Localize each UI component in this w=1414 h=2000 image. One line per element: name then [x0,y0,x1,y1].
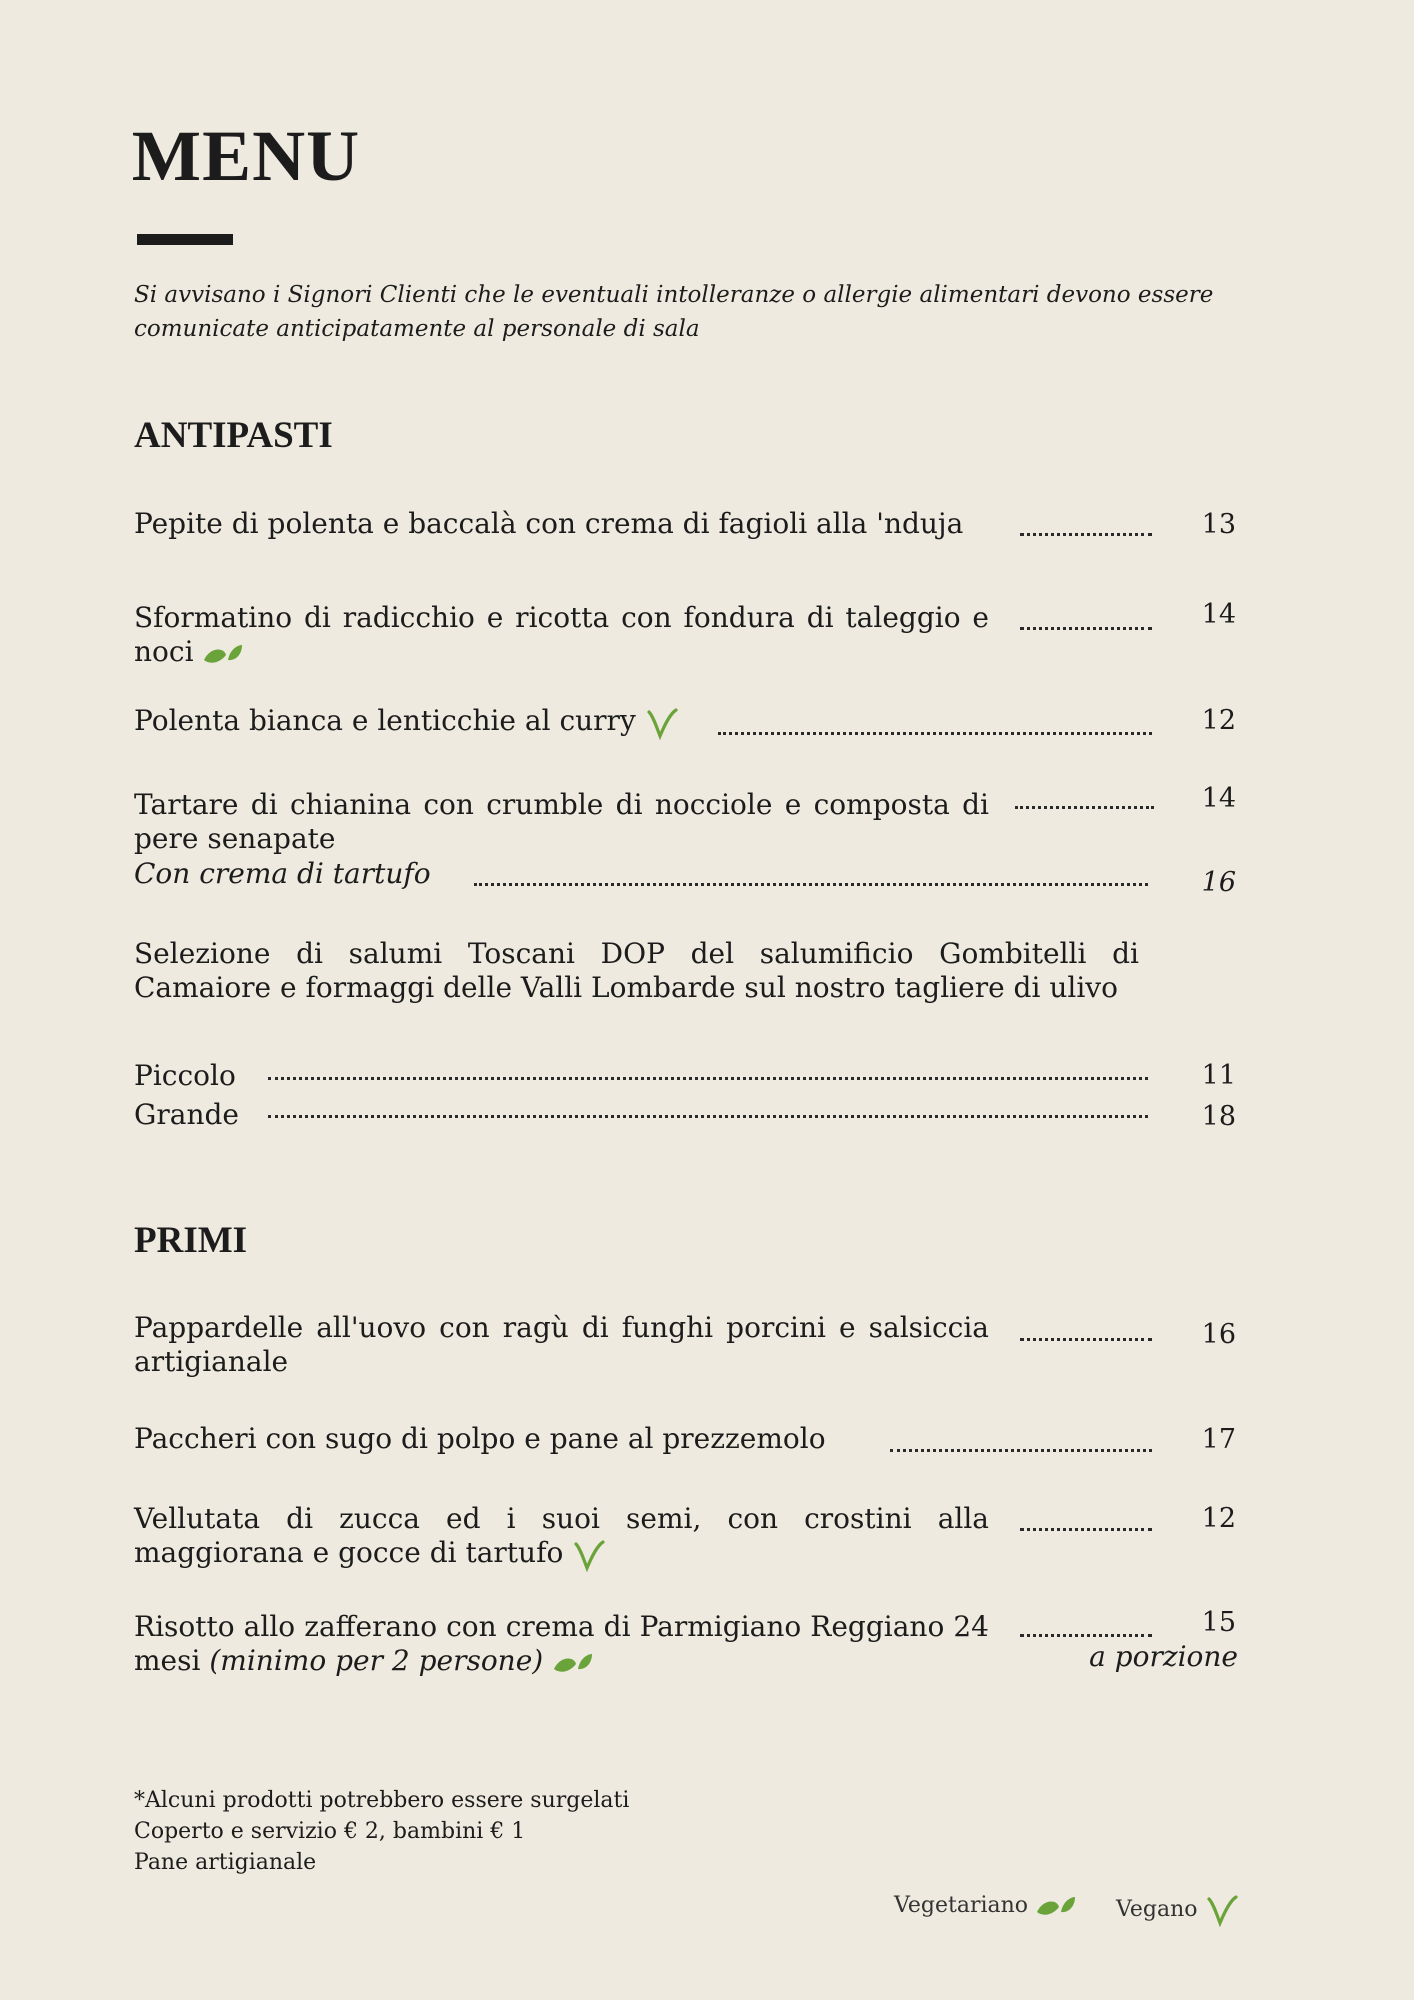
dish-variant-name: Con crema di tartufo [134,857,431,890]
dish-price: 17 [1201,1424,1236,1455]
dot-leader [268,1115,1148,1118]
price-note: a porzione [1089,1640,1238,1673]
dot-leader [1020,1338,1152,1341]
dish-price: 14 [1201,599,1236,630]
dot-leader [890,1449,1152,1452]
vegan-v-icon [572,1536,606,1569]
dish-name: Pappardelle all'uovo con ragù di funghi porcini e salsiccia artigianale [134,1311,989,1378]
menu-title: MENU [131,116,361,196]
section-title-primi: PRIMI [134,1220,248,1261]
dish-size-name: Grande [134,1098,239,1131]
footer-line: Pane artigianale [134,1850,317,1875]
dot-leader [1020,533,1152,536]
dish-price: 13 [1201,509,1236,540]
footer-line: Coperto e servizio € 2, bambini € 1 [134,1819,526,1844]
dish-name: Polenta bianca e lenticchie al curry [134,704,989,740]
dish-name: Vellutata di zucca ed i suoi semi, con crostini alla maggiorana e gocce di tartufo [134,1502,989,1569]
dot-leader [474,883,1148,886]
footer-line: *Alcuni prodotti potrebbero essere surgelati [134,1788,630,1813]
dish-size-price: 18 [1201,1101,1236,1132]
vegetarian-leaf-icon [202,635,244,668]
dot-leader [1020,1634,1152,1637]
dot-leader [718,732,1152,735]
vegan-v-icon [1198,1897,1239,1922]
legend-vegetarian [894,1893,1077,1919]
dish-price: 16 [1201,1319,1236,1350]
dish-size-name: Piccolo [134,1059,236,1092]
legend-vegetarian-label: Vegetariano [894,1893,1029,1918]
vegetarian-leaf-icon [552,1644,594,1677]
dish-price: 12 [1201,705,1236,736]
vegan-v-icon [645,704,679,737]
dot-leader [1020,1528,1152,1531]
dish-size-price: 11 [1201,1060,1236,1091]
footer-notes [134,1785,629,1878]
dish-name: Sformatino di radicchio e ricotta con fondura di taleggio e noci [134,601,989,668]
dish-name: Risotto allo zafferano con crema di Parmigiano Reggiano 24 mesi (minimo per 2 persone) [134,1610,989,1677]
dish-price: 15 [1201,1607,1236,1638]
section-title-antipasti: ANTIPASTI [134,415,333,456]
dot-leader [1020,627,1152,630]
dish-name: Paccheri con sugo di polpo e pane al prezzemolo [134,1422,826,1455]
legend-vegan-label: Vegano [1116,1897,1198,1922]
dish-name: Selezione di salumi Toscani DOP del salumificio Gombitelli di Camaiore e formaggi delle Valli Lombarde sul nostro tagliere di ulivo [134,937,1139,1004]
dish-variant-price: 16 [1201,867,1236,898]
dish-name: Tartare di chianina con crumble di nocciole e composta di pere senapate [134,788,989,855]
vegetarian-leaf-icon [1035,1893,1077,1918]
dish-price: 12 [1201,1503,1236,1534]
dish-price: 14 [1201,783,1236,814]
legend-vegan [1116,1893,1239,1927]
title-underline [137,234,233,245]
dot-leader [1015,806,1154,809]
allergy-notice: Si avvisano i Signori Clienti che le eventuali intolleranze o allergie alimentari devono essere comunicate anticipatamente al personale di sala [134,282,1214,342]
dish-name: Pepite di polenta e baccalà con crema di fagioli alla 'nduja [134,507,964,540]
dish-name-note: (minimo per 2 persone) [209,1644,544,1677]
dot-leader [268,1077,1148,1080]
